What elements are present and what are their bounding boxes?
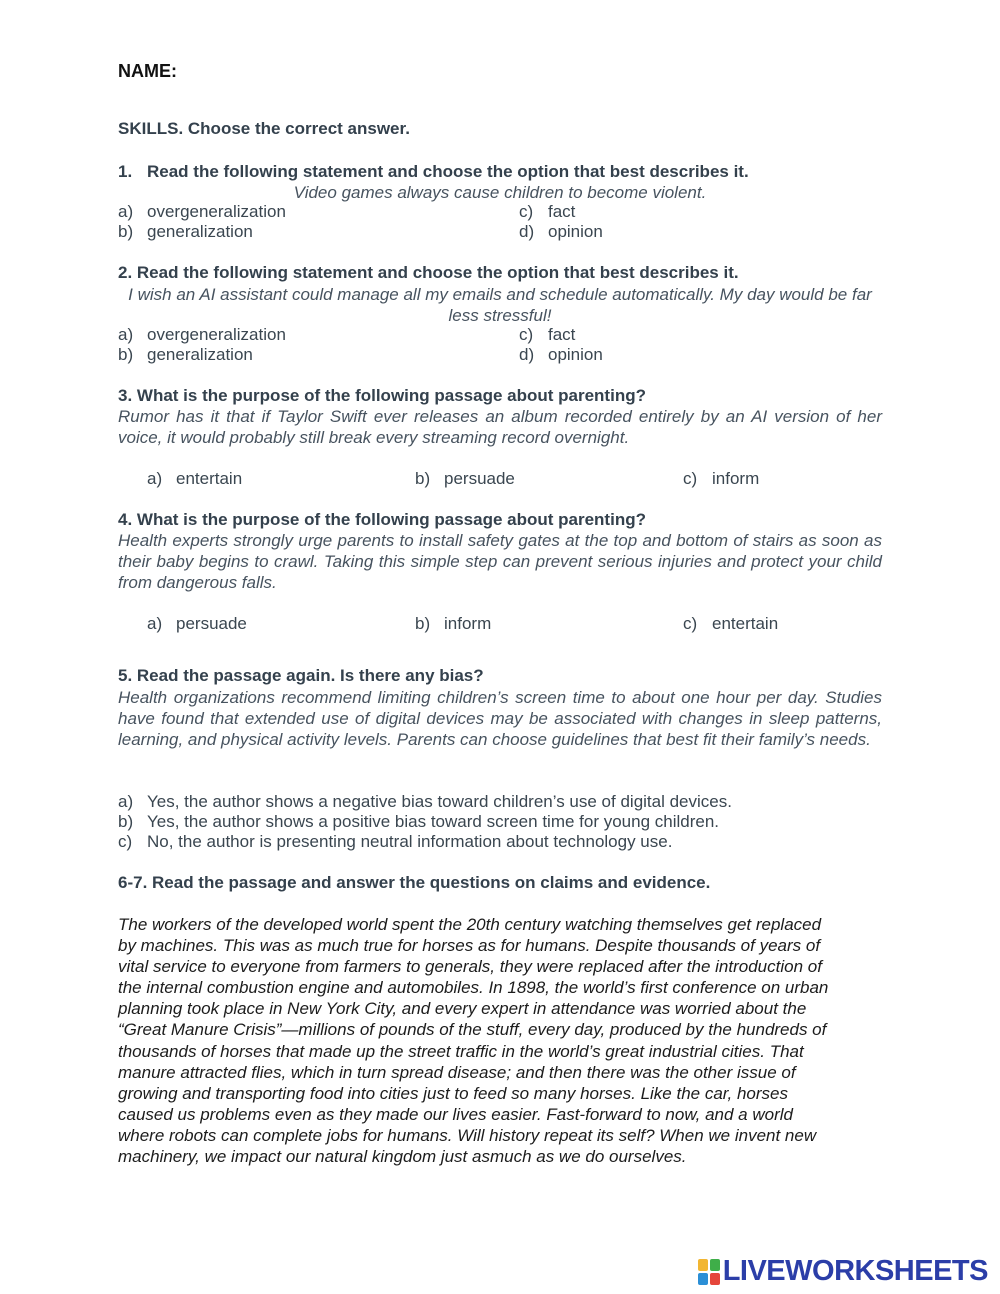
q1-option-b[interactable] <box>118 222 253 242</box>
option-text: opinion <box>548 222 603 241</box>
q4-option-b[interactable] <box>415 614 491 634</box>
logo-tile-v <box>698 1273 708 1285</box>
option-text: overgeneralization <box>147 202 286 221</box>
passage-line: the internal combustion engine and automobiles. In 1898, the world’s first conference on urban <box>118 978 829 998</box>
q5-option-b[interactable] <box>118 812 719 832</box>
passage-line: manure attracted flies, which in turn spread disease; and then there was the other issue of <box>118 1062 796 1082</box>
q5-passage: Health organizations recommend limiting children’s screen time to about one hour per day. Studies have found that extended use of digital devices may be associated with changes in sleep patterns, learning, and physical activity levels. Parents can choose guidelines that best fit their family’s needs. <box>118 688 882 749</box>
q4-prompt: 4. What is the purpose of the following passage about parenting? <box>118 510 646 529</box>
option-text: fact <box>548 325 576 344</box>
option-text: inform <box>712 469 760 488</box>
passage-line: growing and transporting food into cities just to feed so many horses. Like the car, horses <box>118 1083 788 1103</box>
q2-option-b[interactable] <box>118 345 253 365</box>
option-text: persuade <box>176 614 247 633</box>
logo-tile-e <box>710 1273 720 1285</box>
q3-option-b[interactable] <box>415 469 515 489</box>
liveworksheets-logo <box>698 1255 988 1288</box>
option-letter: b) <box>415 614 431 633</box>
option-letter: a) <box>147 469 163 488</box>
option-text: No, the author is presenting neutral information about technology use. <box>147 832 673 851</box>
option-text: overgeneralization <box>147 325 286 344</box>
option-text: entertain <box>712 614 779 633</box>
option-text: fact <box>548 202 576 221</box>
q1-prompt: Read the following statement and choose the option that best describes it. <box>147 162 749 181</box>
q1-option-c[interactable] <box>519 202 575 222</box>
q4-option-a[interactable] <box>147 614 247 634</box>
passage-line: where robots can complete jobs for humans. Will history repeat its self? When we invent new <box>118 1125 817 1145</box>
option-letter: c) <box>683 469 698 488</box>
q1-option-d[interactable] <box>519 222 603 242</box>
option-letter: c) <box>118 832 133 851</box>
option-letter: a) <box>147 614 163 633</box>
option-letter: c) <box>519 202 534 221</box>
q3-option-c[interactable] <box>683 469 759 489</box>
passage-line: thousands of horses that made up the street traffic in the world’s great industrial cities. That <box>118 1041 804 1061</box>
q2-option-d[interactable] <box>519 345 603 365</box>
option-text: opinion <box>548 345 603 364</box>
passage-line: The workers of the developed world spent the 20th century watching themselves get replaced <box>118 915 822 934</box>
q3-option-a[interactable] <box>147 469 242 489</box>
logo-tile-i <box>710 1259 720 1271</box>
q4-option-c[interactable] <box>683 614 778 634</box>
q3-prompt: 3. What is the purpose of the following passage about parenting? <box>118 386 646 405</box>
option-letter: a) <box>118 202 134 221</box>
q67-prompt: 6-7. Read the passage and answer the questions on claims and evidence. <box>118 873 711 892</box>
logo-tile-l <box>698 1259 708 1271</box>
q5-option-c[interactable] <box>118 832 672 852</box>
passage-line: caused us problems even as they made our lives easier. Fast-forward to now, and a world <box>118 1104 793 1124</box>
q67-passage <box>118 914 882 1167</box>
q4-passage: Health experts strongly urge parents to install safety gates at the top and bottom of stairs as soon as their baby begins to crawl. Taking this simple step can prevent serious injuries and protect your child from dangerous falls. <box>118 531 882 592</box>
option-letter: a) <box>118 325 134 344</box>
option-text: persuade <box>444 469 515 488</box>
q1-statement: Video games always cause children to become violent. <box>293 183 707 202</box>
q2-option-a[interactable] <box>118 325 286 345</box>
option-text: generalization <box>147 222 253 241</box>
option-text: entertain <box>176 469 243 488</box>
q2-prompt: 2. Read the following statement and choose the option that best describes it. <box>118 263 739 282</box>
passage-line: by machines. This was as much true for horses as for humans. Despite thousands of years of <box>118 936 821 956</box>
option-letter: a) <box>118 792 134 811</box>
option-letter: b) <box>118 812 134 831</box>
liveworksheets-logo-icon <box>698 1259 720 1285</box>
option-text: Yes, the author shows a positive bias toward screen time for young children. <box>147 812 720 831</box>
q3-passage: Rumor has it that if Taylor Swift ever releases an album recorded entirely by an AI version of her voice, it would probably still break every streaming record overnight. <box>118 407 882 447</box>
option-letter: b) <box>118 222 134 241</box>
passage-line: planning took place in New York City, and every expert in attendance was worried about the <box>118 999 807 1019</box>
q2-statement: I wish an AI assistant could manage all my emails and schedule automatically. My day would be far less stressful! <box>128 285 872 325</box>
name-label: NAME: <box>118 61 177 81</box>
q5-option-a[interactable] <box>118 792 732 812</box>
passage-line: machinery, we impact our natural kingdom just asmuch as we do ourselves. <box>118 1147 687 1167</box>
option-text: generalization <box>147 345 253 364</box>
logo-text: LIVEWORKSHEETS <box>722 1255 988 1287</box>
option-letter: b) <box>415 469 431 488</box>
q1-option-a[interactable] <box>118 202 286 222</box>
passage-line: “Great Manure Crisis”—millions of pounds of the stuff, every day, produced by the hundreds of <box>118 1020 827 1040</box>
option-letter: b) <box>118 345 134 364</box>
q1-number: 1. <box>118 162 133 181</box>
option-letter: c) <box>683 614 698 633</box>
option-text: inform <box>444 614 492 633</box>
option-text: Yes, the author shows a negative bias toward children’s use of digital devices. <box>147 792 732 811</box>
option-letter: d) <box>519 345 535 364</box>
q2-option-c[interactable] <box>519 325 575 345</box>
skills-heading: SKILLS. Choose the correct answer. <box>118 119 410 138</box>
option-letter: c) <box>519 325 534 344</box>
passage-line: vital service to everyone from farmers to generals, they were replaced after the introduction of <box>118 957 822 977</box>
q5-prompt: 5. Read the passage again. Is there any bias? <box>118 666 484 685</box>
option-letter: d) <box>519 222 535 241</box>
